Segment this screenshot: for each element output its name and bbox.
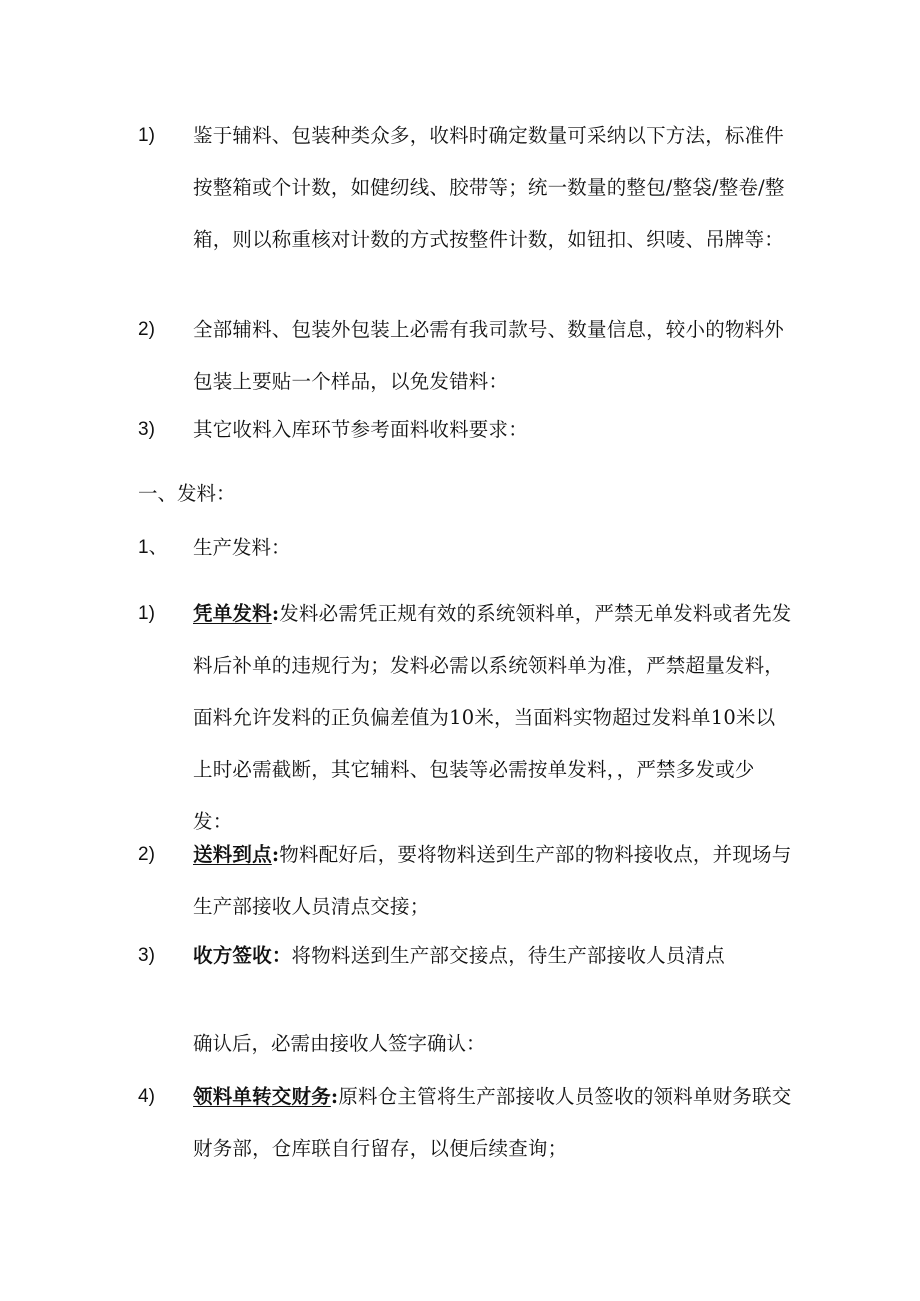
list-item-text	[193, 930, 793, 982]
list-marker: 3)	[138, 419, 155, 440]
list-item-body: 发料必需凭正规有效的系统领料单，严禁无单发料或者先发料后补单的违规行为；发料必需以系统领料单为准，严禁超量发料，面料允许发料的正负偏差值为10米，当面料实物超过发料单10米以上时必需截断，其它辅料、包装等必需按单发料，，严禁多发或少发：	[193, 602, 792, 833]
list-marker: 1)	[138, 603, 155, 624]
list-item-text: 全部辅料、包装外包装上必需有我司款号、数量信息，较小的物料外包装上要贴一个样品，以免发错料：	[193, 318, 785, 393]
list-item-text: 鉴于辅料、包装种类众多，收料时确定数量可采纳以下方法，标准件按整箱或个计数，如健纫线、胶带等；统一数量的整包/整袋/整卷/整箱，则以称重核对计数的方式按整件计数，如钮扣、织唛、吊牌等：	[193, 124, 785, 251]
list-item-text	[193, 588, 793, 848]
list-item-text: 其它收料入库环节参考面料收料要求：	[193, 418, 528, 441]
subsection-marker: 1、	[138, 537, 168, 558]
list-item-body: 物料配好后，要将物料送到生产部的物料接收点，并现场与生产部接收人员清点交接；	[193, 843, 792, 918]
list-marker: 1)	[138, 125, 155, 146]
term-separator: ：	[271, 944, 292, 967]
list-marker: 4)	[138, 1086, 155, 1107]
continuation-text: 确认后，必需由接收人签字确认：	[193, 1032, 486, 1055]
list-item-text	[193, 829, 793, 933]
list-item-term: 凭单发料	[193, 602, 272, 625]
list-item-body: 原料仓主管将生产部接收人员签收的领料单财务联交财务部，仓库联自行留存，以便后续查询；	[193, 1085, 792, 1160]
list-item-body: 将物料送到生产部交接点，待生产部接收人员清点	[291, 944, 725, 967]
list-item-term: 送料到点	[193, 843, 272, 866]
term-separator: :	[271, 602, 280, 625]
list-marker: 2)	[138, 319, 155, 340]
list-marker: 2)	[138, 844, 155, 865]
list-item-term: 收方签收	[193, 944, 272, 967]
subsection-title: 生产发料：	[193, 536, 291, 559]
list-marker: 3)	[138, 945, 155, 966]
list-item-text	[193, 1071, 793, 1175]
list-item-term: 领料单转交财务	[193, 1085, 331, 1108]
section-heading-text: 一、发料：	[138, 482, 236, 505]
term-separator: :	[271, 843, 280, 866]
term-separator: :	[330, 1085, 339, 1108]
